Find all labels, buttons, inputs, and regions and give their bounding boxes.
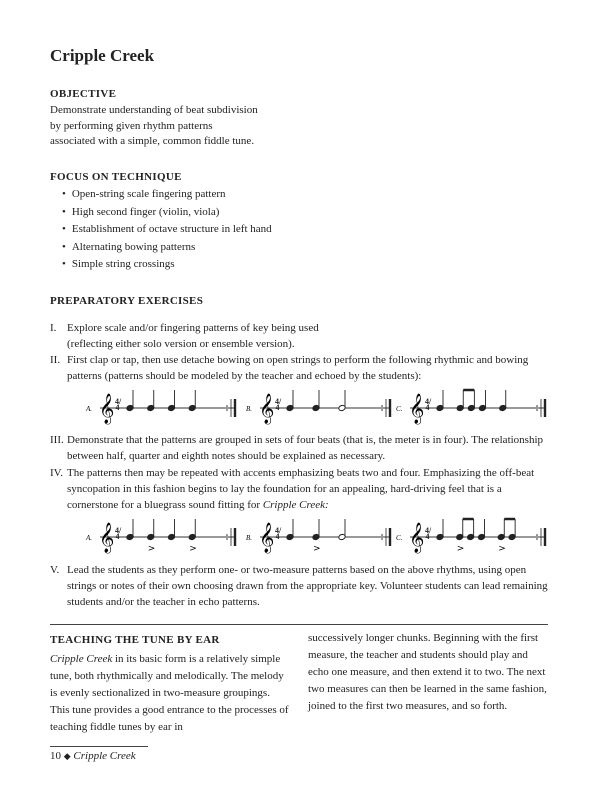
item-text: Demonstrate that the patterns are grouped in sets of four beats (that is, the meter is in four). The relationship between half, quarter and eighth notes should be explained as necessary. (67, 434, 544, 462)
item-number: V. (50, 564, 60, 576)
prep-item-4 (50, 465, 550, 513)
objective-line: associated with a simple, common fiddle tune. (50, 135, 255, 147)
item-text: The patterns then may be repeated with accents emphasizing beats two and four. Emphasizing the off-beat syncopation in this fashion begins to lay the foundation for an appealing, hard-driving feel that is a cornerstone for a bluegrass sound fitting for (67, 467, 535, 511)
page-number: 10 (50, 750, 61, 762)
repeat-dot (536, 534, 538, 536)
repeat-dot (381, 409, 383, 411)
prep-item-5 (50, 562, 550, 610)
pattern-label: A. (86, 405, 93, 413)
footer-title: Cripple Creek (73, 750, 136, 762)
repeat-dot (226, 405, 228, 407)
time-signature: 4/4 (115, 397, 122, 412)
repeat-dot (226, 538, 228, 540)
list-item: • High second finger (violin, viola) (62, 206, 272, 224)
pattern-label: C. (396, 534, 403, 542)
prep-heading: PREPARATORY EXERCISES (50, 295, 204, 307)
rhythm-staff-2 (0, 515, 600, 559)
treble-clef-icon: 𝄞 (259, 523, 275, 553)
time-signature: 4/4 (425, 526, 432, 541)
section-divider (50, 624, 548, 625)
repeat-dot (381, 405, 383, 407)
prep-item-1 (50, 320, 350, 352)
teaching-right-column: successively longer chunks. Beginning with the first measure, the teacher and students should play and echo one measure, and then extend it to two. The next two measures can then be learned in the same fashion, joined to the first two measures, and so forth. (308, 632, 547, 712)
pattern-label: A. (86, 534, 93, 542)
treble-clef-icon: 𝄞 (409, 523, 425, 553)
list-item: • Simple string crossings (62, 258, 272, 276)
time-signature: 4/4 (425, 397, 432, 412)
item-number: IV. (50, 467, 63, 479)
diamond-icon: ◆ (63, 751, 71, 761)
objective-line: Demonstrate understanding of beat subdivision (50, 104, 258, 116)
repeat-dot (226, 534, 228, 536)
repeat-dot (536, 538, 538, 540)
item-number: II. (50, 354, 61, 366)
tune-name: Cripple Creek (50, 653, 113, 665)
treble-clef-icon: 𝄞 (259, 394, 275, 424)
treble-clef-icon: 𝄞 (99, 394, 115, 424)
list-item: • Alternating bowing patterns (62, 241, 272, 259)
rhythm-staff-1 (0, 386, 600, 430)
accent-mark: > (189, 544, 197, 554)
accent-mark: > (456, 544, 465, 554)
page-title: Cripple Creek (50, 46, 155, 65)
accent-mark: > (147, 544, 156, 554)
time-signature: 4/4 (275, 526, 282, 541)
item-number: III. (50, 434, 64, 446)
time-signature: 4/4 (115, 526, 122, 541)
treble-clef-icon: 𝄞 (409, 394, 425, 424)
accent-mark: > (498, 544, 506, 554)
focus-heading: FOCUS ON TECHNIQUE (50, 171, 182, 183)
teaching-text: in its basic form is a relatively simple tune, both rhythmically and melodically. The melody is evenly sectionalized in two-measure groupings. This tune provides a good entrance to the processes of teaching fiddle tunes by ear in (50, 653, 289, 733)
footer (50, 750, 136, 762)
repeat-dot (381, 538, 383, 540)
time-signature: 4/4 (275, 397, 282, 412)
accent-mark: > (313, 544, 321, 554)
pattern-label: B. (246, 534, 253, 542)
teaching-heading: TEACHING THE TUNE BY EAR (50, 634, 220, 646)
prep-item-3 (50, 432, 550, 464)
tune-name: Cripple Creek: (262, 499, 329, 511)
item-text: First clap or tap, then use detache bowing on open strings to perform the following rhythmic and bowing patterns (patterns should be modeled by the teacher and echoed by the students): (67, 354, 529, 382)
teaching-left-column (50, 651, 292, 736)
pattern-label: B. (246, 405, 253, 413)
objective-text (50, 103, 258, 150)
repeat-dot (381, 534, 383, 536)
repeat-dot (536, 409, 538, 411)
objective-line: by performing given rhythm patterns (50, 119, 213, 132)
footer-rule (50, 746, 148, 747)
repeat-dot (226, 409, 228, 411)
prep-item-2 (50, 352, 550, 384)
treble-clef-icon: 𝄞 (99, 523, 115, 553)
item-text: Lead the students as they perform one- or two-measure patterns based on the above rhythms, using open strings or notes of their own choosing drawn from the appropriate key. Volunteer students can lead remaining students and/or the teacher in echo patterns. (67, 564, 548, 608)
repeat-dot (536, 405, 538, 407)
focus-list (62, 188, 272, 276)
item-number: I. (50, 322, 57, 334)
objective-heading: OBJECTIVE (50, 88, 117, 100)
list-item: • Establishment of octave structure in left hand (62, 223, 272, 241)
item-text: Explore scale and/or fingering patterns of key being used (reflecting either solo version or ensemble version). (67, 322, 319, 350)
list-item: • Open-string scale fingering pattern (62, 188, 272, 206)
pattern-label: C. (396, 405, 403, 413)
